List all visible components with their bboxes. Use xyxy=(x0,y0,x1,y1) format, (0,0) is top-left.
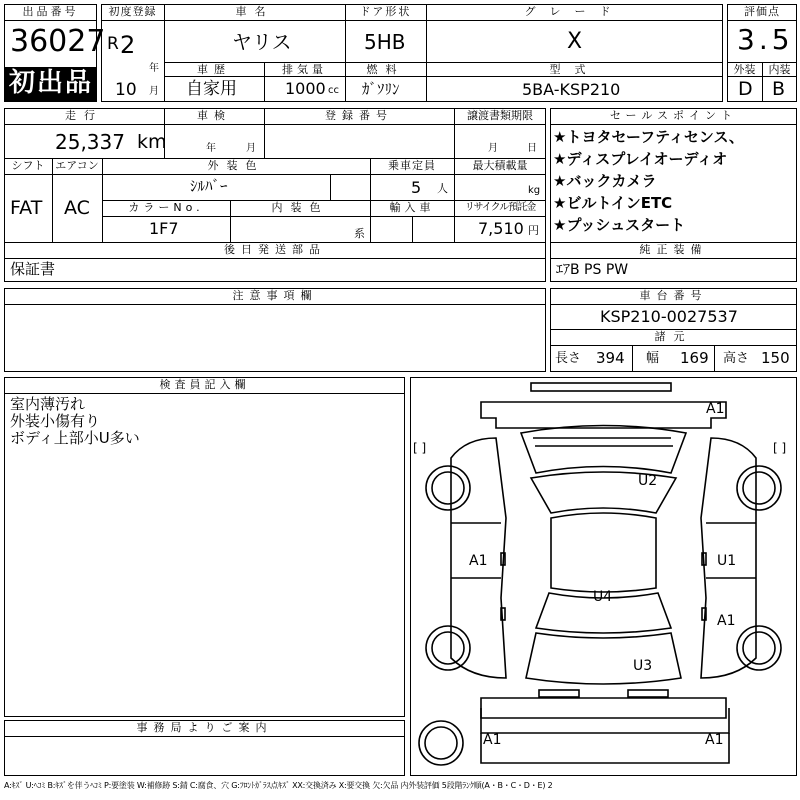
inspection-month-unit: 月 xyxy=(246,143,256,154)
sales-point-item: ★トヨタセーフティセンス、 xyxy=(553,128,744,146)
max-load-label: 最大積載量 xyxy=(472,159,528,172)
model-code-value: 5BA-KSP210 xyxy=(522,80,621,99)
sales-point-item: ★バックカメラ xyxy=(553,172,657,190)
dims-label: 諸元 xyxy=(654,330,693,343)
color-no-label: カラーNo. xyxy=(128,201,204,214)
later-parts-label: 後日発送部品 xyxy=(224,243,326,256)
reg-no-label: 登録番号 xyxy=(325,109,393,122)
transfer-day-unit: 日 xyxy=(527,143,537,154)
score-ext-label: 外装 xyxy=(733,63,756,76)
car-name-label: 車名 xyxy=(235,5,274,18)
capacity-label: 乗車定員 xyxy=(388,159,436,172)
damage-mark: U4 xyxy=(593,589,613,605)
dims-height: 150 xyxy=(761,349,790,367)
equipment-value: ｴｱB PS PW xyxy=(556,262,629,278)
inspector-label: 検査員記入欄 xyxy=(159,378,250,391)
later-parts-value: 保証書 xyxy=(10,260,56,278)
lot-number: 36027 xyxy=(10,24,106,59)
bracket-right: [ ] xyxy=(773,441,787,455)
capacity-unit: 人 xyxy=(437,182,448,195)
legend-text: A:ｷｽﾞ U:ﾍｺﾐ B:ｷｽﾞを伴うﾍｺﾐ P:要塗装 W:補修跡 S:錆 C:腐食、穴 G:ﾌﾛﾝﾄｶﾞﾗｽ点ｷｽﾞ XX:交換済み X:要交換 欠:欠品 内外装評価 5段階ﾗﾝｸ順(A・B・C・D・E) 2 xyxy=(4,781,553,790)
shift-label: シフト xyxy=(11,159,45,172)
ext-color-label: 外装色 xyxy=(207,159,265,172)
aircon-value: AC xyxy=(64,197,90,219)
inspection-year-unit: 年 xyxy=(206,143,216,154)
first-reg-label: 初度登録 xyxy=(108,5,157,18)
recycle-unit: 円 xyxy=(528,224,539,237)
sales-point-item: ★ディスプレイオーディオ xyxy=(553,150,728,168)
score-int-label: 内装 xyxy=(768,63,791,76)
sales-point-item: ★ビルトインETC xyxy=(553,194,673,212)
inspector-line: 室内薄汚れ xyxy=(10,395,86,413)
first-reg-month-unit: 月 xyxy=(149,86,159,97)
damage-mark: U2 xyxy=(638,473,658,489)
transfer-label: 譲渡書類期限 xyxy=(467,109,533,122)
transfer-month-unit: 月 xyxy=(488,143,498,154)
damage-mark: A1 xyxy=(483,732,502,748)
damage-diagram xyxy=(410,377,797,776)
score-int: B xyxy=(772,78,786,100)
inspection-label: 車検 xyxy=(197,109,231,122)
door-value: 5HB xyxy=(364,30,406,54)
first-reg-era: R xyxy=(107,34,119,54)
model-code-label: 型式 xyxy=(549,63,600,76)
mileage-unit: km xyxy=(137,131,167,153)
score-label: 評価点 xyxy=(744,5,780,18)
car-outline xyxy=(411,378,796,775)
grade-label: グレード xyxy=(524,5,625,18)
dims-width-label: 幅 xyxy=(646,351,660,366)
color-no-value: 1F7 xyxy=(149,219,179,238)
dims-width: 169 xyxy=(680,349,709,367)
bracket-left: [ ] xyxy=(413,441,427,455)
first-listing-text: 初出品 xyxy=(9,68,94,98)
damage-mark: U1 xyxy=(717,553,737,569)
displacement-value: 1000 xyxy=(285,79,326,98)
first-reg-year-unit: 年 xyxy=(149,63,159,74)
damage-mark: U3 xyxy=(633,658,653,674)
lot-label: 出品番号 xyxy=(22,5,79,18)
ext-color-value: ｼﾙﾊﾞｰ xyxy=(190,177,228,195)
door-label: ドア形状 xyxy=(359,5,412,18)
first-reg-year: 2 xyxy=(120,31,136,59)
aircon-label: エアコン xyxy=(55,159,99,172)
sales-point-item: ★プッシュスタート xyxy=(553,216,686,234)
displacement-label: 排気量 xyxy=(282,63,327,76)
score-ext: D xyxy=(738,78,753,100)
fuel-value: ｶﾞｿﾘﾝ xyxy=(362,80,400,98)
grade-value: X xyxy=(567,29,583,54)
score-value: 3.5 xyxy=(737,23,794,56)
chassis-value: KSP210-0027537 xyxy=(600,307,738,326)
inspector-line: 外装小傷有り xyxy=(10,412,101,430)
history-value: 自家用 xyxy=(186,79,237,99)
damage-mark: A1 xyxy=(717,613,736,629)
history-label: 車歴 xyxy=(197,63,231,76)
dims-length: 394 xyxy=(596,349,625,367)
sales-points-label: セールスポイント xyxy=(609,109,737,122)
import-label: 輸入車 xyxy=(389,201,435,214)
int-color-label: 内装色 xyxy=(271,201,329,214)
int-color-unit: 系 xyxy=(354,227,365,240)
damage-mark: A1 xyxy=(469,553,488,569)
displacement-unit: cc xyxy=(328,85,339,96)
damage-mark: A1 xyxy=(706,401,725,417)
dims-length-label: 長さ xyxy=(555,351,582,366)
inspector-line: ボディ上部小U多い xyxy=(10,429,140,447)
recycle-value: 7,510 xyxy=(478,219,524,238)
first-reg-month: 10 xyxy=(115,80,137,100)
notes-label: 注意事項欄 xyxy=(232,289,318,302)
equipment-label: 純正装備 xyxy=(639,243,708,256)
fuel-label: 燃料 xyxy=(366,63,405,76)
capacity-value: 5 xyxy=(411,178,422,197)
chassis-label: 車台番号 xyxy=(639,289,708,302)
damage-mark: A1 xyxy=(705,732,724,748)
office-label: 事務局よりご案内 xyxy=(136,721,273,734)
mileage-label: 走行 xyxy=(65,109,103,122)
car-name-value: ヤリス xyxy=(232,30,292,54)
mileage-value: 25,337 xyxy=(55,130,125,154)
dims-height-label: 高さ xyxy=(723,351,750,366)
recycle-label: リサイクル預託金 xyxy=(464,202,536,213)
shift-value: FAT xyxy=(10,197,43,219)
max-load-unit: kg xyxy=(528,185,541,196)
